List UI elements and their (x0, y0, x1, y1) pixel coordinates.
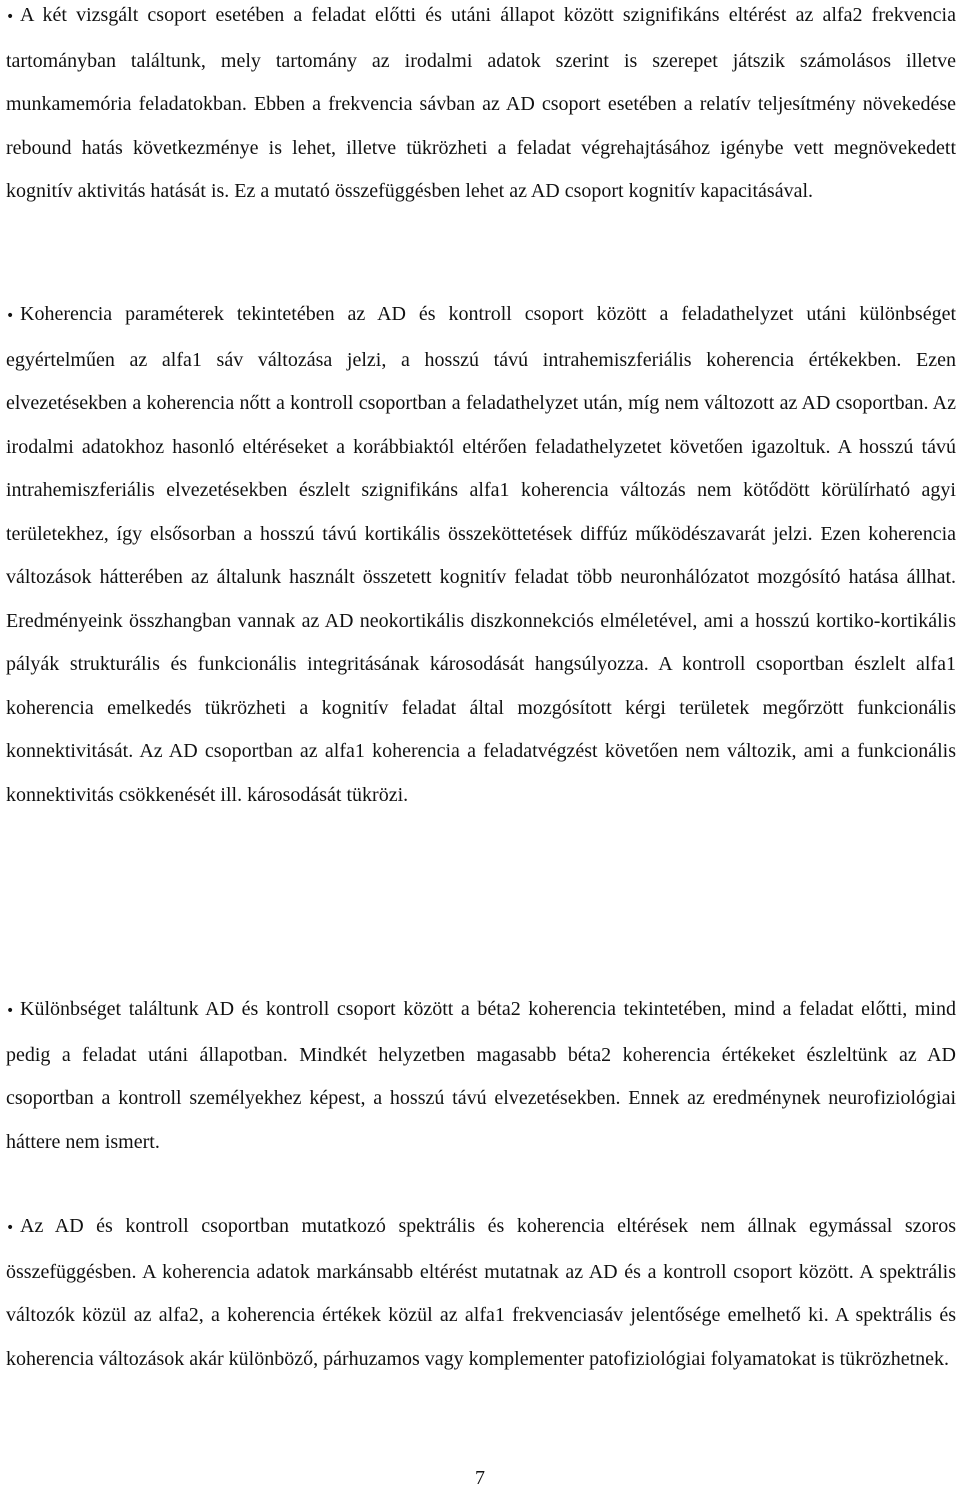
paragraph-alpha2-findings (6, 0, 956, 214)
bullet-icon: • (6, 9, 15, 25)
page-number: 7 (475, 1467, 485, 1489)
paragraph-text: Különbséget találtunk AD és kontroll csoport között a béta2 koherencia tekintetében, mind a feladat előtti, mind pedig a feladat utáni állapotban. Mindkét helyzetben magasabb béta2 koherencia értékeket észleltünk az AD csoportban a kontroll személyekhez képest, a hosszú távú elvezetésekben. Ennek az eredménynek neurofiziológiai háttere nem ismert. (6, 998, 956, 1153)
paragraph-text: A két vizsgált csoport esetében a feladat előtti és utáni állapot között szignifikáns eltérést az alfa2 frekvencia tartományban találtunk, mely tartomány az irodalmi adatok szerint is szerepet játszik számolásos illetve munkamemória feladatokban. Ebben a frekvencia sávban az AD csoport esetében a relatív teljesítmény növekedése rebound hatás következménye is lehet, illetve tükrözheti a feladat végrehajtásához igénybe vett megnövekedett kognitív aktivitás hatását is. Ez a mutató összefüggésben lehet az AD csoport kognitív kapacitásával. (6, 4, 956, 202)
bullet-icon: • (6, 308, 15, 324)
bullet-icon: • (6, 1003, 15, 1019)
paragraph-text: Koherencia paraméterek tekintetében az AD és kontroll csoport között a feladathelyzet utáni különbséget egyértelműen az alfa1 sáv változása jelzi, a hosszú távú intrahemiszferiális koherencia értékekben. Ezen elvezetésekben a koherencia nőtt a kontroll csoportban a feladathelyzet után, míg nem változott az AD csoportban. Az irodalmi adatokhoz hasonló eltéréseket a korábbiaktól eltérően feladathelyzetet követően igazoltuk. A hosszú távú intrahemiszferiális elvezetésekben észlelt szignifikáns alfa1 koherencia változás nem kötődött körülírható agyi területekhez, így elsősorban a hosszú távú kortikális összeköttetések diffúz működészavarát jelzi. Ezen koherencia változások hátterében az általunk használt összetett kognitív feladat több neuronhálózatot mozgósító hatása állhat. Eredményeink összhangban vannak az AD neokortikális diszkonnekciós elméletével, ami a hosszú kortiko-kortikális pályák strukturális és funkcionális integritásának károsodását hangsúlyozza. A kontroll csoportban észlelt alfa1 koherencia emelkedés tükrözheti a kognitív feladat által mozgósított kérgi területek megőrzött funkcionális konnektivitását. Az AD csoportban az alfa1 koherencia a feladatvégzést követően nem változik, ami a funkcionális konnektivitás csökkenését ill. károsodását tükrözi. (6, 303, 956, 806)
paragraph-beta2-coherence (6, 988, 956, 1164)
paragraph-text: Az AD és kontroll csoportban mutatkozó spektrális és koherencia eltérések nem állnak egymással szoros összefüggésben. A koherencia adatok markánsabb eltérést mutatnak az AD és a kontroll csoport között. A spektrális változók közül az alfa2, a koherencia értékek közül az alfa1 frekvenciasáv jelentősége emelhető ki. A spektrális és koherencia változások akár különböző, párhuzamos vagy komplementer patofiziológiai folyamatokat is tükrözhetnek. (6, 1215, 956, 1370)
bullet-icon: • (6, 1220, 15, 1236)
paragraph-spectral-vs-coherence (6, 1205, 956, 1381)
paragraph-coherence-parameters (6, 293, 956, 817)
